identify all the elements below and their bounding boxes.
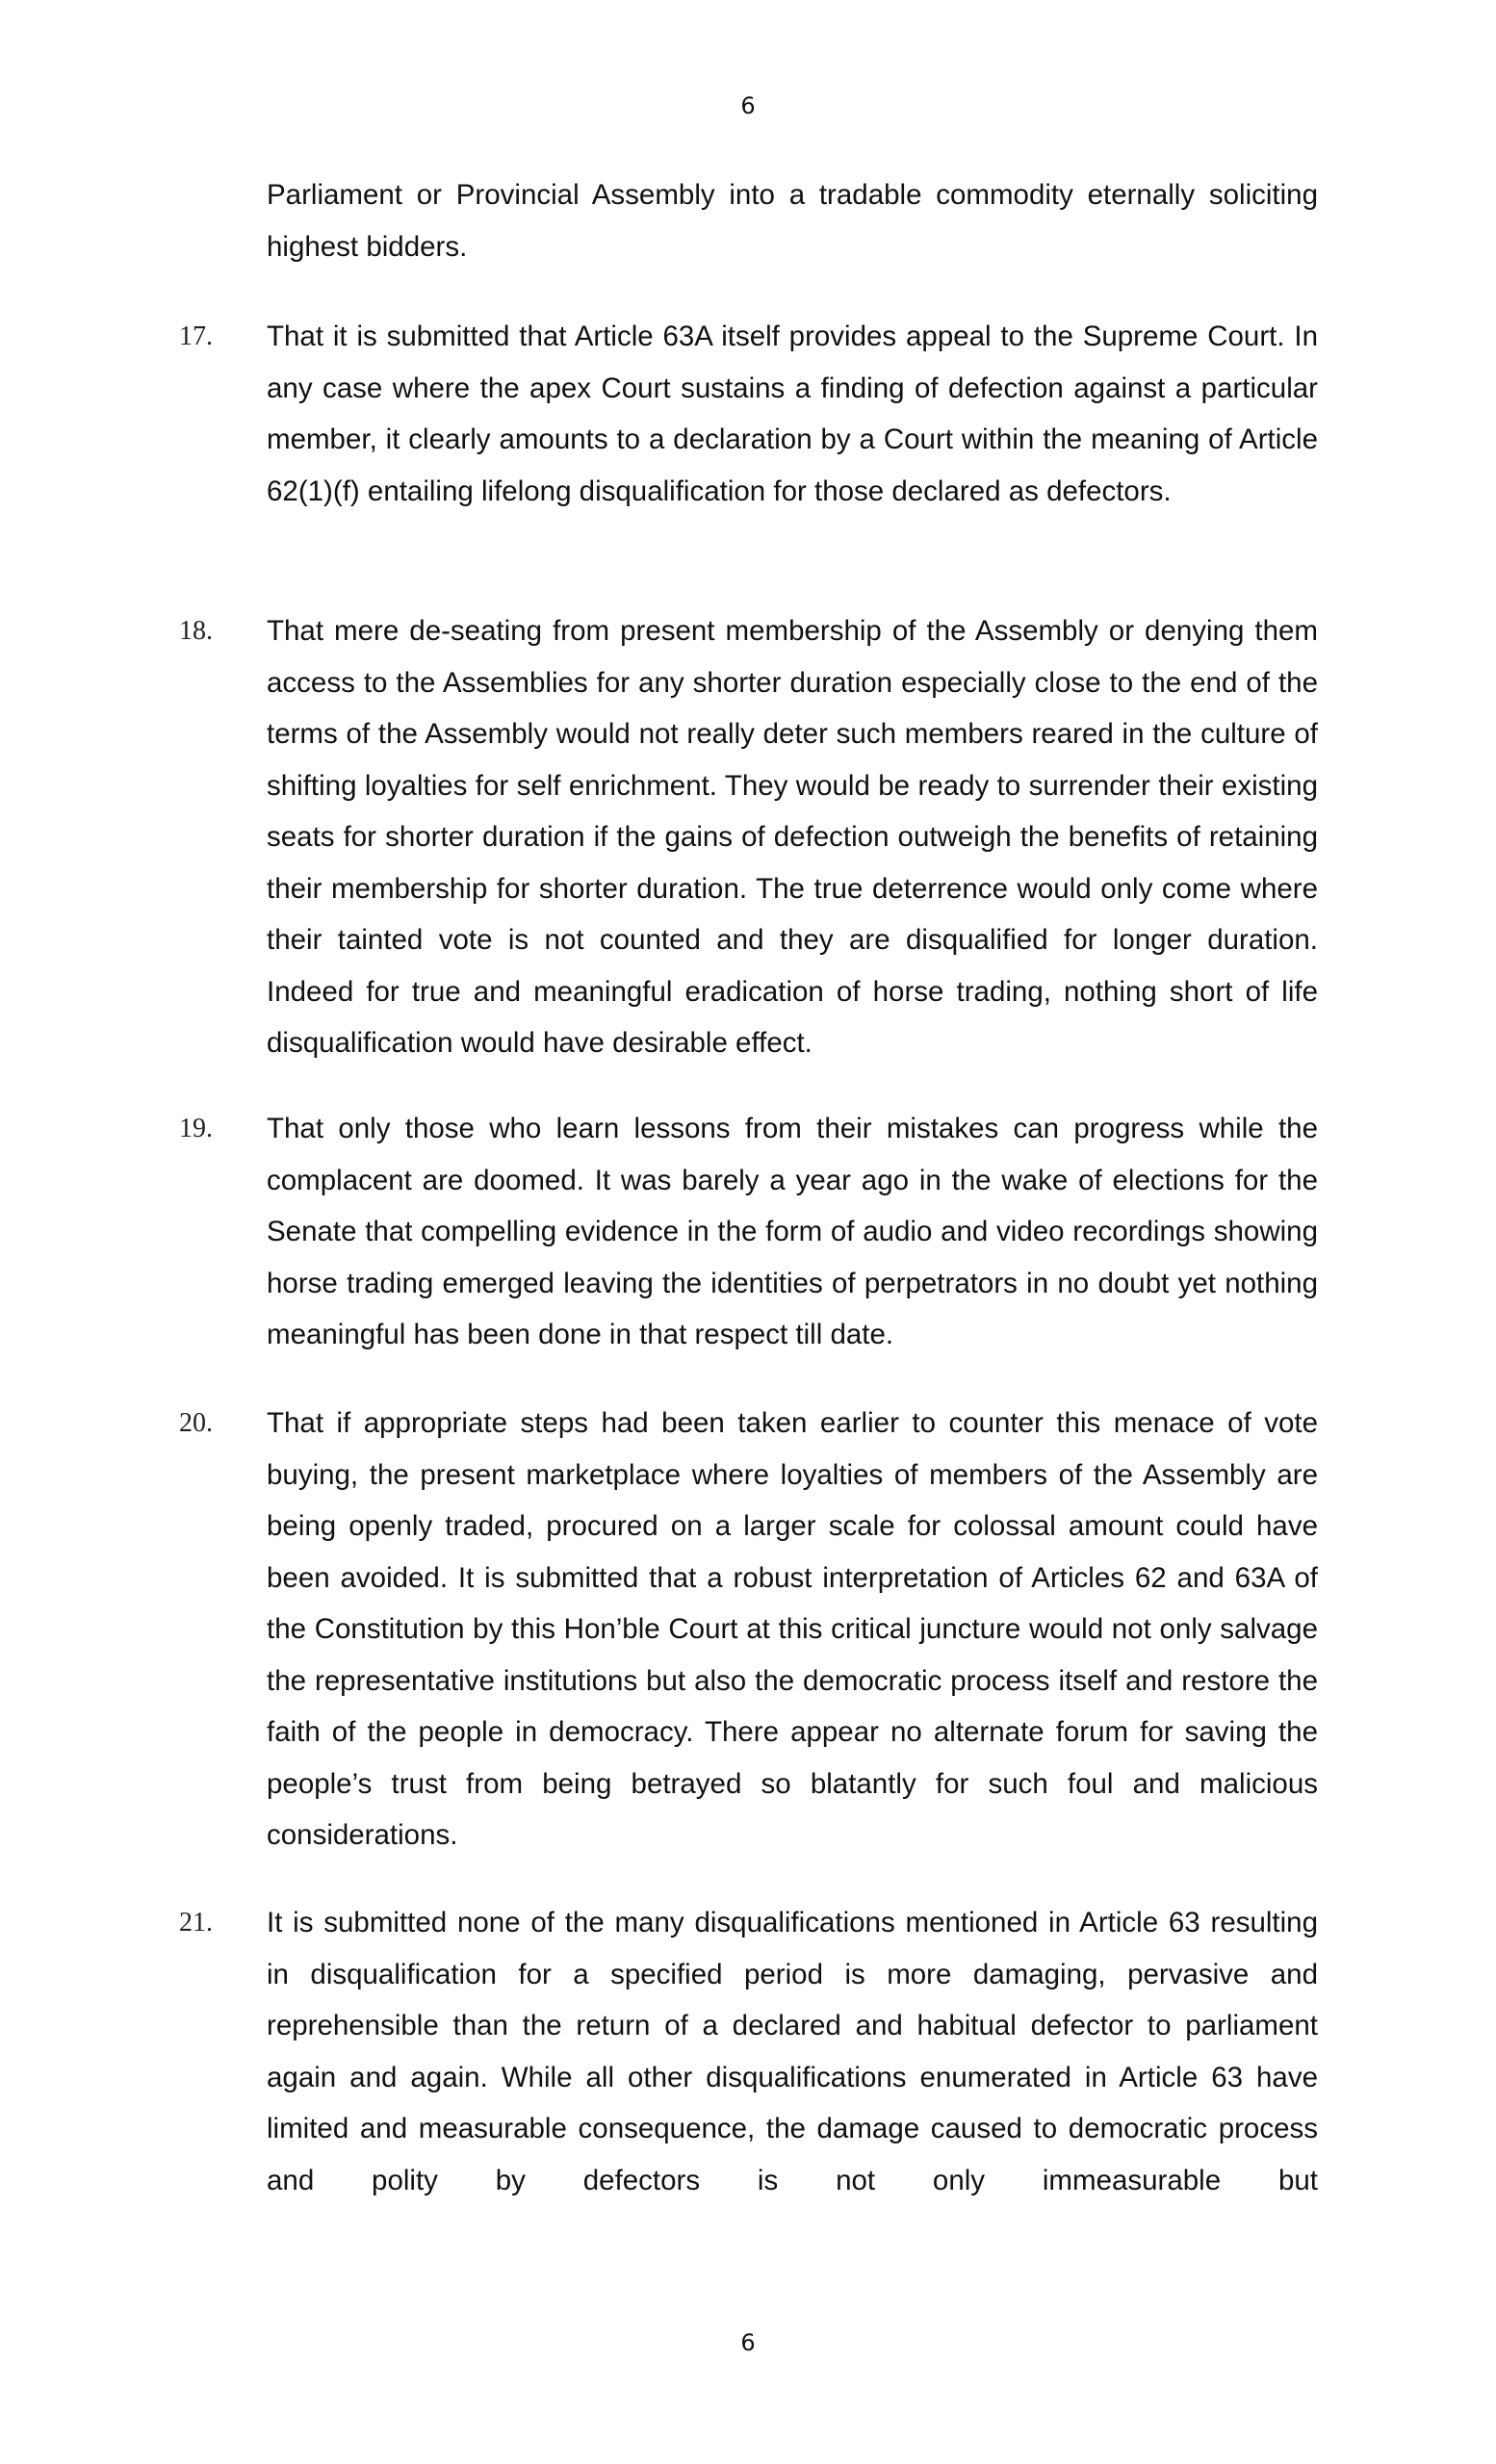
paragraph-19: That only those who learn lessons from their mistakes can progress while the complacent are doomed. It was barely a year ago in the wake of elections for the Senate that compelling evidence in the form of audio and video recordings showing horse trading emerged leaving the identities of perpetrators in no doubt yet nothing meaningful has been done in that respect till date.: [267, 1113, 1318, 1350]
paragraph-21: It is submitted none of the many disqualifications mentioned in Article 63 resulting in disqualification for a specified period is more damaging, pervasive and reprehensible than the return of a declared and habitual defector to parliament again and again. While all other disqualifications enumerated in Article 63 have limited and measurable consequence, the damage caused to democratic process and polity by defectors is not only immeasurable but: [267, 1907, 1318, 2196]
page-number-header: 6: [740, 92, 756, 119]
paragraph-number-17: 17.: [179, 321, 213, 351]
paragraph-17: That it is submitted that Article 63A itself provides appeal to the Supreme Court. In any case where the apex Court sustains a finding of defection against a particular member, it clearly amounts to a declaration by a Court within the meaning of Article 62(1)(f) entailing lifelong disqualification for those declared as defectors.: [267, 321, 1318, 507]
paragraph-number-20: 20.: [179, 1408, 213, 1438]
paragraph-number-21: 21.: [179, 1908, 213, 1938]
page-number-footer: 6: [740, 2329, 756, 2356]
paragraph-18: That mere de-seating from present membership of the Assembly or denying them access to the Assemblies for any shorter duration especially close to the end of the terms of the Assembly would not really deter such members reared in the culture of shifting loyalties for self enrichment. They would be ready to surrender their existing seats for shorter duration if the gains of defection outweigh the benefits of retaining their membership for shorter duration. The true deterrence would only come where their tainted vote is not counted and they are disqualified for longer duration. Indeed for true and meaningful eradication of horse trading, nothing short of life disqualification would have desirable effect.: [267, 615, 1318, 1059]
continuation-paragraph: Parliament or Provincial Assembly into a tradable commodity eternally soliciting highest bidders.: [267, 179, 1318, 263]
paragraph-number-19: 19.: [179, 1114, 213, 1143]
paragraph-20: That if appropriate steps had been taken earlier to counter this menace of vote buying, the present marketplace where loyalties of members of the Assembly are being openly traded, procured on a larger scale for colossal amount could have been avoided. It is submitted that a robust interpretation of Articles 62 and 63A of the Constitution by this Hon’ble Court at this critical juncture would not only salvage the representative institutions but also the democratic process itself and restore the faith of the people in democracy. There appear no alternate forum for saving the people’s trust from being betrayed so blatantly for such foul and malicious considerations.: [267, 1407, 1318, 1851]
paragraph-number-18: 18.: [179, 616, 213, 646]
